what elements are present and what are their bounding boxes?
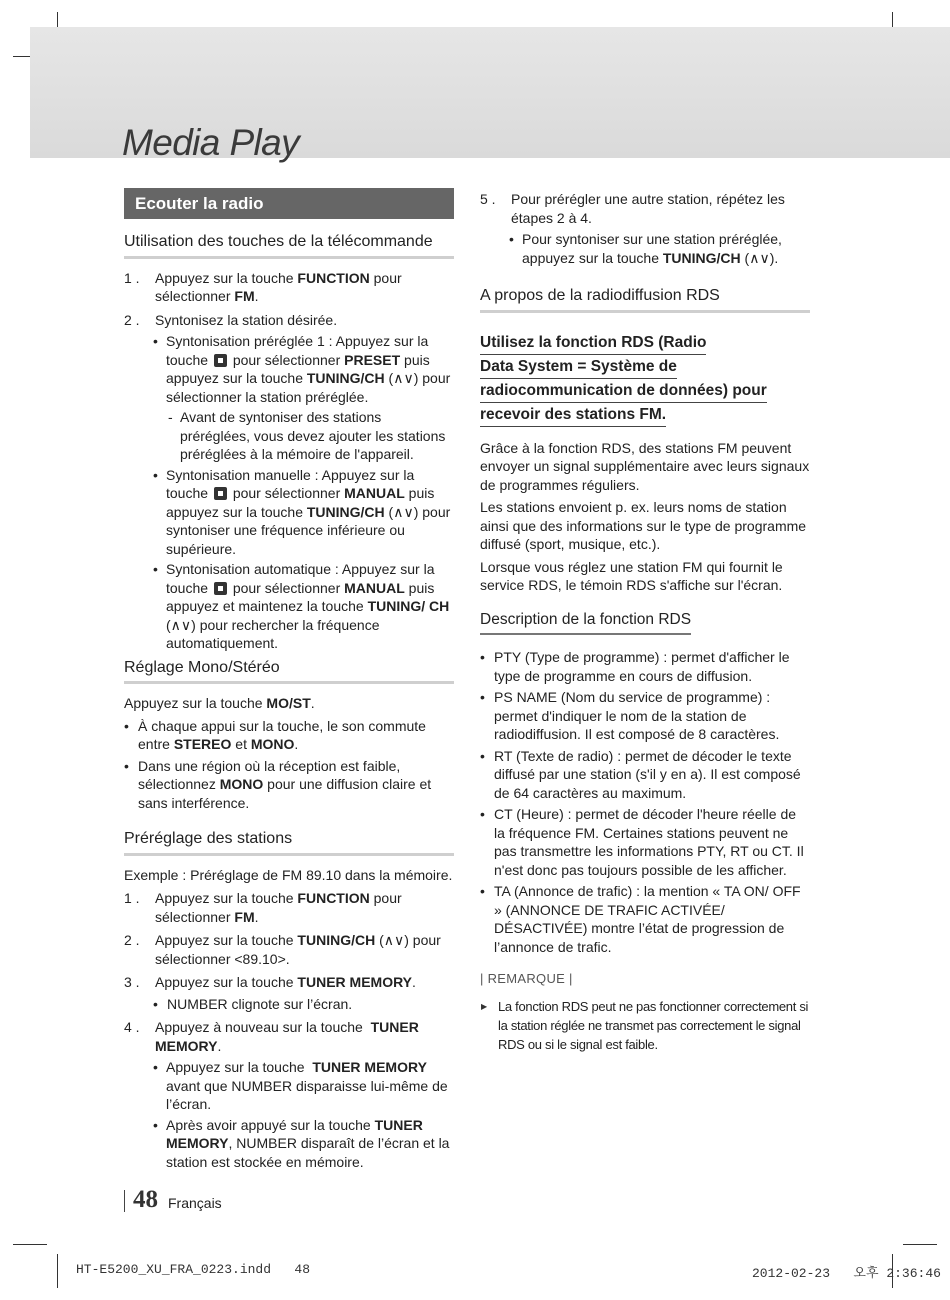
- list-item: • Appuyez sur la touche TUNER MEMORY avant que NUMBER disparaisse lui-même de l’écran.: [124, 1058, 454, 1114]
- step: 3 . Appuyez sur la touche TUNER MEMORY.: [124, 974, 416, 990]
- crop-mark: [903, 1244, 937, 1245]
- stop-button-icon: [214, 487, 227, 500]
- step: 4 . Appuyez à nouveau sur la touche TUNER MEMORY.: [124, 1019, 419, 1054]
- remark-label: | REMARQUE |: [480, 971, 573, 986]
- list-item: • PTY (Type de programme) : permet d'afficher le type de programme en cours de diffusion.: [480, 648, 810, 685]
- page-number-divider: [124, 1190, 125, 1212]
- step: 5 . Pour prérégler une autre station, répétez les étapes 2 à 4.: [480, 191, 785, 226]
- list-item: • Dans une région où la réception est faible, sélectionnez MONO pour une diffusion claire et sans interférence.: [124, 757, 454, 813]
- stop-button-icon: [214, 582, 227, 595]
- right-column: [480, 190, 810, 1054]
- rds-paragraph: Lorsque vous réglez une station FM qui fournit le service RDS, le témoin RDS s'affiche sur l'écran.: [480, 558, 783, 593]
- file-slug: HT-E5200_XU_FRA_0223.indd 48: [76, 1262, 311, 1277]
- preset-heading: Préréglage des stations: [124, 830, 454, 856]
- left-column: [124, 188, 454, 1173]
- rds-paragraph: Les stations envoient p. ex. leurs noms de station ainsi que des informations sur le type de programme diffusé (sport, musique, etc.).: [480, 499, 807, 552]
- list-item: • RT (Texte de radio) : permet de décoder le texte diffusé par une station (s'il y en a). Il est composé de 64 caractères au maximum.: [480, 747, 810, 803]
- list-item: • À chaque appui sur la touche, le son commute entre STEREO et MONO.: [124, 717, 454, 754]
- step: 1 . Appuyez sur la touche FUNCTION pour sélectionner FM.: [124, 890, 402, 925]
- remote-heading: Utilisation des touches de la télécommande: [124, 233, 454, 259]
- preset-example: Exemple : Préréglage de FM 89.10 dans la mémoire.: [124, 866, 453, 883]
- mono-intro: Appuyez sur la touche MO/ST.: [124, 695, 315, 711]
- list-item: • CT (Heure) : permet de décoder l'heure réelle de la fréquence FM. Certaines stations peuvent ne pas transmettre les informations PTY, RT ou CT. Il n'est donc pas toujours possible de les afficher.: [480, 805, 810, 879]
- list-item: • Après avoir appuyé sur la touche TUNER MEMORY, NUMBER disparaît de l’écran et la station est stockée en mémoire.: [124, 1116, 454, 1172]
- list-item: • PS NAME (Nom du service de programme) : permet d'indiquer le nom de la station de radiodiffusion. Il est composé de 8 caractères.: [480, 688, 810, 744]
- print-timestamp: 2012-02-23 오후 2:36:46: [752, 1266, 941, 1281]
- crop-mark: [13, 1244, 47, 1245]
- page-title: Media Play: [122, 122, 300, 163]
- rds-heading: A propos de la radiodiffusion RDS: [480, 287, 810, 313]
- stop-button-icon: [214, 354, 227, 367]
- section-band: Ecouter la radio: [124, 188, 454, 219]
- crop-mark: [57, 1254, 58, 1288]
- desc-heading: Description de la fonction RDS: [480, 611, 691, 636]
- list-item: • Syntonisation préréglée 1 : Appuyez sur la touche pour sélectionner PRESET puis appuyez sur la touche TUNING/CH (∧∨) pour sélectionner la station préréglée.: [124, 332, 454, 406]
- rds-subheading: Utilisez la fonction RDS (Radio Data System = Système de radiocommunication de données) pour recevoir des stations FM.: [480, 331, 810, 427]
- step: 2 . Appuyez sur la touche TUNING/CH (∧∨) pour sélectionner <89.10>.: [124, 932, 441, 967]
- step: 2 . Syntonisez la station désirée.: [124, 311, 338, 328]
- rds-paragraph: Grâce à la fonction RDS, des stations FM peuvent envoyer un signal supplémentaire avec leurs signaux de programmes réguliers.: [480, 439, 810, 493]
- language-label: Français: [168, 1195, 222, 1211]
- list-item: • Syntonisation manuelle : Appuyez sur la touche pour sélectionner MANUAL puis appuyez sur la touche TUNING/CH (∧∨) pour syntoniser une fréquence inférieure ou supérieure.: [124, 466, 454, 559]
- list-item: • TA (Annonce de trafic) : la mention « TA ON/ OFF » (ANNONCE DE TRAFIC ACTIVÉE/ DÉSACTIVÉE) montre l’état de progression de l’annonce de trafic.: [480, 882, 810, 956]
- remark-text: ▶ La fonction RDS peut ne pas fonctionner correctement si la station réglée ne transmet pas correctement le signal RDS ou si le signal est faible.: [480, 997, 810, 1054]
- step: 1 . Appuyez sur la touche FUNCTION pour sélectionner FM.: [124, 269, 402, 304]
- list-item: • NUMBER clignote sur l’écran.: [153, 995, 454, 1014]
- list-item: • Pour syntoniser sur une station préréglée, appuyez sur la touche TUNING/CH (∧∨).: [480, 230, 810, 267]
- mono-heading: Réglage Mono/Stéréo: [124, 659, 454, 685]
- page-number: 48: [133, 1186, 158, 1213]
- list-item: - Avant de syntoniser des stations préréglées, vous devez ajouter les stations préréglées à la mémoire de l'appareil.: [124, 408, 454, 464]
- list-item: • Syntonisation automatique : Appuyez sur la touche pour sélectionner MANUAL puis appuyez et maintenez la touche TUNING/ CH (∧∨) pour rechercher la fréquence automatiquement.: [124, 560, 454, 653]
